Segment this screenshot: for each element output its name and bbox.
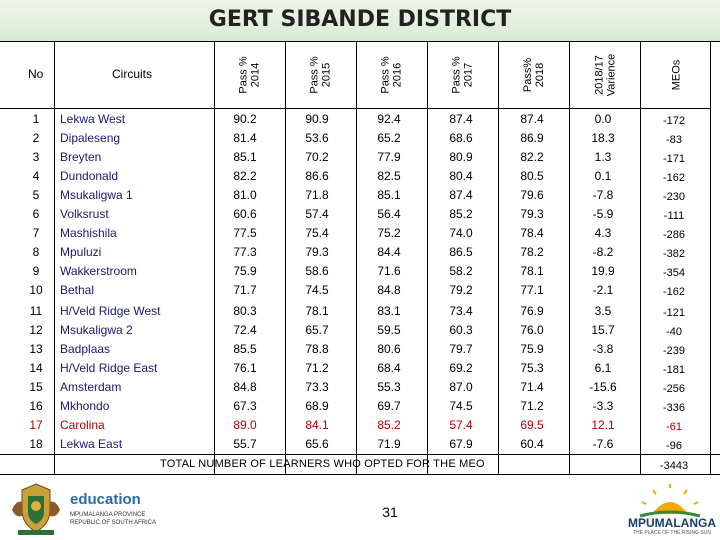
cell-pass-2017: 79.7 <box>449 342 473 356</box>
cell-pass-2017: 74.5 <box>449 399 473 413</box>
header-pass-2016: Pass % 2016 <box>379 56 404 94</box>
table-row <box>0 148 720 167</box>
cell-meo: -40 <box>666 326 682 338</box>
cell-circuit: Amsterdam <box>60 380 122 394</box>
cell-pass-2016: 83.1 <box>377 304 401 318</box>
table-row <box>0 435 720 454</box>
cell-circuit: H/Veld Ridge West <box>60 304 161 318</box>
table-row <box>0 321 720 340</box>
cell-pass-2014: 81.4 <box>233 131 257 145</box>
cell-pass-2014: 71.7 <box>233 283 257 297</box>
cell-circuit: Lekwa West <box>60 112 126 126</box>
cell-pass-2015: 57.4 <box>305 207 329 221</box>
total-value: -3443 <box>659 460 689 472</box>
cell-no: 5 <box>32 188 40 202</box>
cell-meo: -286 <box>662 229 686 241</box>
cell-pass-2014: 84.8 <box>233 380 257 394</box>
cell-variance: -8.2 <box>592 245 614 259</box>
cell-no: 7 <box>32 226 40 240</box>
cell-meo: -181 <box>662 364 686 376</box>
table-row <box>0 186 720 205</box>
table-row <box>0 243 720 262</box>
cell-pass-2016: 68.4 <box>377 361 401 375</box>
cell-no: 3 <box>32 150 40 164</box>
cell-variance: -15.6 <box>589 380 617 394</box>
table-row <box>0 205 720 224</box>
cell-variance: 19.9 <box>591 264 615 278</box>
cell-meo: -162 <box>662 172 686 184</box>
cell-meo: -171 <box>662 153 686 165</box>
page-number: 31 <box>382 504 398 520</box>
cell-pass-2017: 73.4 <box>449 304 473 318</box>
cell-pass-2015: 65.6 <box>305 437 329 451</box>
cell-no: 2 <box>32 131 40 145</box>
cell-circuit: Bethal <box>60 283 95 297</box>
table-row <box>0 262 720 281</box>
cell-pass-2017: 87.4 <box>449 112 473 126</box>
cell-pass-2018: 76.0 <box>520 323 544 337</box>
table-row <box>0 281 720 300</box>
cell-pass-2014: 85.1 <box>233 150 257 164</box>
cell-pass-2018: 86.9 <box>520 131 544 145</box>
cell-meo: -336 <box>662 402 686 414</box>
cell-pass-2018: 78.4 <box>520 226 544 240</box>
cell-circuit: Badplaas <box>60 342 111 356</box>
table-row <box>0 340 720 359</box>
table-row <box>0 110 720 129</box>
cell-pass-2018: 78.1 <box>520 264 544 278</box>
cell-pass-2016: 71.6 <box>377 264 401 278</box>
cell-pass-2014: 76.1 <box>233 361 257 375</box>
cell-variance: -2.1 <box>592 283 614 297</box>
cell-pass-2015: 68.9 <box>305 399 329 413</box>
table-row <box>0 416 720 435</box>
cell-pass-2015: 78.1 <box>305 304 329 318</box>
cell-pass-2016: 65.2 <box>377 131 401 145</box>
coat-of-arms-icon <box>6 480 66 538</box>
cell-pass-2015: 58.6 <box>305 264 329 278</box>
cell-pass-2016: 82.5 <box>377 169 401 183</box>
cell-meo: -239 <box>662 345 686 357</box>
cell-circuit: Mpuluzi <box>60 245 102 259</box>
table-row <box>0 167 720 186</box>
cell-circuit: Lekwa East <box>60 437 123 451</box>
cell-pass-2015: 71.8 <box>305 188 329 202</box>
cell-circuit: Mashishila <box>60 226 117 240</box>
cell-no: 13 <box>29 342 43 356</box>
cell-pass-2018: 75.3 <box>520 361 544 375</box>
cell-circuit: Dundonald <box>60 169 119 183</box>
cell-pass-2014: 85.5 <box>233 342 257 356</box>
cell-pass-2018: 75.9 <box>520 342 544 356</box>
cell-no: 6 <box>32 207 40 221</box>
cell-pass-2017: 74.0 <box>449 226 473 240</box>
cell-pass-2016: 77.9 <box>377 150 401 164</box>
cell-pass-2014: 77.3 <box>233 245 257 259</box>
cell-pass-2015: 71.2 <box>305 361 329 375</box>
cell-meo: -230 <box>662 191 686 203</box>
cell-pass-2016: 59.5 <box>377 323 401 337</box>
cell-pass-2018: 82.2 <box>520 150 544 164</box>
cell-variance: 18.3 <box>591 131 615 145</box>
cell-pass-2018: 79.6 <box>520 188 544 202</box>
cell-meo: -121 <box>662 307 686 319</box>
header-pass-2017: Pass % 2017 <box>450 56 475 94</box>
cell-pass-2014: 82.2 <box>233 169 257 183</box>
cell-pass-2015: 84.1 <box>305 418 329 432</box>
cell-pass-2018: 87.4 <box>520 112 544 126</box>
province-label: MPUMALANGA PROVINCE <box>70 512 146 518</box>
cell-circuit: Volksrust <box>60 207 109 221</box>
cell-variance: 1.3 <box>594 150 612 164</box>
cell-pass-2016: 75.2 <box>377 226 401 240</box>
cell-pass-2017: 67.9 <box>449 437 473 451</box>
cell-pass-2017: 80.9 <box>449 150 473 164</box>
cell-no: 8 <box>32 245 40 259</box>
cell-variance: -3.3 <box>592 399 614 413</box>
cell-pass-2014: 80.3 <box>233 304 257 318</box>
cell-pass-2017: 68.6 <box>449 131 473 145</box>
cell-pass-2017: 79.2 <box>449 283 473 297</box>
cell-no: 14 <box>29 361 43 375</box>
cell-circuit: Msukaligwa 1 <box>60 188 133 202</box>
table-row <box>0 302 720 321</box>
cell-pass-2015: 79.3 <box>305 245 329 259</box>
cell-pass-2016: 85.2 <box>377 418 401 432</box>
cell-meo: -354 <box>662 267 686 279</box>
cell-meo: -256 <box>662 383 686 395</box>
cell-pass-2014: 81.0 <box>233 188 257 202</box>
cell-pass-2014: 55.7 <box>233 437 257 451</box>
cell-meo: -111 <box>663 210 685 222</box>
cell-variance: -3.8 <box>592 342 614 356</box>
cell-pass-2016: 84.4 <box>377 245 401 259</box>
cell-no: 18 <box>29 437 43 451</box>
cell-variance: 0.0 <box>594 112 612 126</box>
cell-no: 10 <box>29 283 43 297</box>
cell-pass-2018: 76.9 <box>520 304 544 318</box>
cell-pass-2016: 71.9 <box>377 437 401 451</box>
header-divider <box>0 108 710 109</box>
cell-pass-2017: 80.4 <box>449 169 473 183</box>
cell-pass-2015: 75.4 <box>305 226 329 240</box>
cell-pass-2014: 60.6 <box>233 207 257 221</box>
cell-circuit: Wakkerstroom <box>60 264 137 278</box>
cell-circuit: Carolina <box>60 418 105 432</box>
cell-pass-2016: 85.1 <box>377 188 401 202</box>
cell-circuit: Msukaligwa 2 <box>60 323 133 337</box>
cell-meo: -172 <box>662 115 686 127</box>
cell-no: 1 <box>32 112 40 126</box>
cell-variance: 12.1 <box>591 418 615 432</box>
table-row <box>0 359 720 378</box>
cell-pass-2017: 58.2 <box>449 264 473 278</box>
cell-pass-2014: 75.9 <box>233 264 257 278</box>
table-row <box>0 378 720 397</box>
cell-circuit: Breyten <box>60 150 102 164</box>
cell-no: 12 <box>29 323 43 337</box>
cell-pass-2016: 56.4 <box>377 207 401 221</box>
table-row <box>0 224 720 243</box>
page-title: GERT SIBANDE DISTRICT <box>208 7 512 32</box>
table-row <box>0 397 720 416</box>
cell-pass-2014: 67.3 <box>233 399 257 413</box>
cell-pass-2017: 69.2 <box>449 361 473 375</box>
cell-variance: 0.1 <box>594 169 612 183</box>
cell-pass-2014: 72.4 <box>233 323 257 337</box>
cell-no: 4 <box>32 169 40 183</box>
cell-meo: -96 <box>666 440 682 452</box>
cell-pass-2015: 53.6 <box>305 131 329 145</box>
cell-variance: 15.7 <box>591 323 615 337</box>
cell-pass-2014: 77.5 <box>233 226 257 240</box>
cell-pass-2018: 71.4 <box>520 380 544 394</box>
cell-pass-2016: 84.8 <box>377 283 401 297</box>
cell-variance: -7.6 <box>592 437 614 451</box>
cell-pass-2018: 77.1 <box>520 283 544 297</box>
cell-circuit: Mkhondo <box>60 399 110 413</box>
cell-meo: -162 <box>662 286 686 298</box>
cell-pass-2018: 69.5 <box>520 418 544 432</box>
cell-pass-2018: 78.2 <box>520 245 544 259</box>
cell-pass-2015: 65.7 <box>305 323 329 337</box>
cell-no: 16 <box>29 399 43 413</box>
cell-pass-2016: 92.4 <box>377 112 401 126</box>
cell-pass-2016: 80.6 <box>377 342 401 356</box>
cell-pass-2014: 90.2 <box>233 112 257 126</box>
cell-pass-2014: 89.0 <box>233 418 257 432</box>
cell-pass-2017: 57.4 <box>449 418 473 432</box>
cell-pass-2015: 90.9 <box>305 112 329 126</box>
cell-no: 17 <box>29 418 43 432</box>
education-wordmark: education <box>70 491 141 508</box>
header-meos: MEOs <box>670 59 682 91</box>
header-pass-2018: Pass% 2018 <box>522 57 546 93</box>
cell-pass-2015: 78.8 <box>305 342 329 356</box>
cell-pass-2018: 71.2 <box>520 399 544 413</box>
cell-pass-2018: 79.3 <box>520 207 544 221</box>
cell-meo: -61 <box>666 421 682 433</box>
cell-variance: -7.8 <box>592 188 614 202</box>
cell-pass-2015: 70.2 <box>305 150 329 164</box>
cell-pass-2015: 86.6 <box>305 169 329 183</box>
cell-pass-2016: 69.7 <box>377 399 401 413</box>
cell-no: 11 <box>29 304 43 318</box>
header-circuits: Circuits <box>112 67 153 81</box>
cell-pass-2017: 85.2 <box>449 207 473 221</box>
cell-pass-2018: 60.4 <box>520 437 544 451</box>
mpumalanga-wordmark: MPUMALANGA <box>628 516 716 530</box>
cell-meo: -83 <box>666 134 682 146</box>
mpumalanga-tagline: THE PLACE OF THE RISING SUN <box>633 530 711 536</box>
cell-circuit: H/Veld Ridge East <box>60 361 158 375</box>
cell-pass-2017: 86.5 <box>449 245 473 259</box>
cell-variance: 6.1 <box>594 361 612 375</box>
cell-variance: 3.5 <box>594 304 612 318</box>
cell-pass-2015: 74.5 <box>305 283 329 297</box>
header-no: No <box>28 67 44 81</box>
cell-variance: 4.3 <box>594 226 612 240</box>
cell-variance: -5.9 <box>592 207 614 221</box>
total-label: TOTAL NUMBER OF LEARNERS WHO OPTED FOR THE MEO <box>160 458 485 470</box>
cell-no: 9 <box>32 264 40 278</box>
country-label: REPUBLIC OF SOUTH AFRICA <box>70 520 157 526</box>
cell-pass-2015: 73.3 <box>305 380 329 394</box>
cell-circuit: Dipaleseng <box>60 131 121 145</box>
cell-pass-2017: 87.4 <box>449 188 473 202</box>
header-pass-2014: Pass % 2014 <box>237 56 262 94</box>
total-divider <box>0 454 720 455</box>
header-pass-2015: Pass % 2015 <box>308 56 333 94</box>
cell-pass-2017: 87.0 <box>449 380 473 394</box>
cell-pass-2017: 60.3 <box>449 323 473 337</box>
table-row <box>0 129 720 148</box>
cell-pass-2016: 55.3 <box>377 380 401 394</box>
cell-no: 15 <box>29 380 43 394</box>
cell-pass-2018: 80.5 <box>520 169 544 183</box>
header-variance: 2018/17 Varience <box>592 53 617 97</box>
cell-meo: -382 <box>662 248 686 260</box>
